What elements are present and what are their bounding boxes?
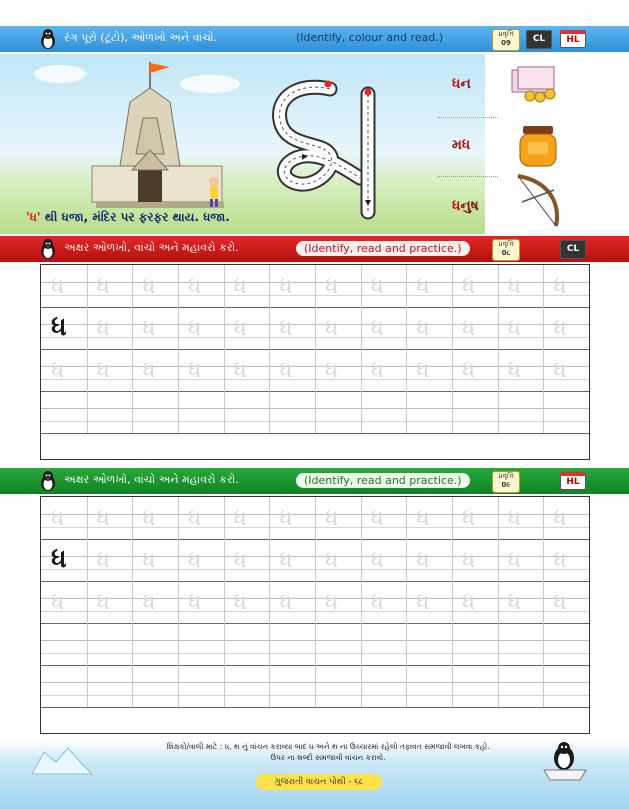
trace-letter: ધ bbox=[142, 274, 156, 299]
trace-letter: ધ bbox=[416, 548, 430, 573]
practice-row[interactable] bbox=[41, 665, 589, 708]
instruction-bar-practice-1 bbox=[0, 236, 629, 262]
trace-letter: ધ bbox=[553, 274, 567, 299]
teacher-note-line-1: શિક્ષકો/વાલી માટે : ધ, થ નું વાંચન કરાવ્યા બાદ ધ અને થ ના ઉચ્ચારમાં રહેલો તફાવત સમજાવી લખવા કહો. bbox=[166, 742, 490, 751]
trace-letter: ધ bbox=[507, 358, 521, 383]
practice-row[interactable] bbox=[41, 265, 589, 308]
trace-letter: ધ bbox=[96, 548, 110, 573]
trace-letter: ધ bbox=[370, 548, 384, 573]
hl-tag: HL bbox=[560, 30, 586, 48]
trace-letter: ધ bbox=[279, 548, 293, 573]
word-divider bbox=[438, 117, 498, 118]
trace-letter: ધ bbox=[233, 274, 247, 299]
trace-letter: ધ bbox=[370, 358, 384, 383]
big-letter-trace bbox=[280, 81, 372, 213]
trace-letter: ધ bbox=[462, 590, 476, 615]
trace-letter: ધ bbox=[462, 548, 476, 573]
trace-letter: ધ bbox=[142, 358, 156, 383]
trace-letter: ધ bbox=[325, 506, 339, 531]
teacher-note-line-2: ઉપર ના શબ્દો સમજાવી વાંચન કરાવો. bbox=[270, 753, 386, 762]
trace-letter: ધ bbox=[370, 590, 384, 615]
trace-letter: ધ bbox=[51, 358, 65, 383]
practice-row[interactable] bbox=[41, 307, 589, 350]
instruction-text: રંગ પૂરો (ટૂંટો), ઓળખો અને વાંચો. bbox=[64, 31, 218, 44]
practice-row[interactable] bbox=[41, 391, 589, 434]
trace-letter: ધ bbox=[279, 590, 293, 615]
trace-letter: ધ bbox=[553, 590, 567, 615]
trace-letter: ધ bbox=[416, 316, 430, 341]
trace-letter: ધ bbox=[370, 274, 384, 299]
trace-letter: ધ bbox=[553, 506, 567, 531]
trace-letter: ધ bbox=[507, 548, 521, 573]
trace-letter: ધ bbox=[553, 548, 567, 573]
word-divider bbox=[438, 176, 498, 177]
trace-letter: ધ bbox=[325, 590, 339, 615]
page-footer-label: ગુજરાતી વાચન પોથી - ૬૮ bbox=[256, 774, 382, 790]
trace-letter: ધ bbox=[51, 506, 65, 531]
penguin-icon bbox=[38, 470, 58, 492]
trace-letter: ધ bbox=[325, 548, 339, 573]
trace-letter: ધ bbox=[188, 506, 202, 531]
instruction-text: અક્ષર ઓળખો, વાંચો અને મહાવરો કરો. bbox=[64, 473, 239, 486]
practice-grid-2 bbox=[40, 496, 590, 734]
bow-icon bbox=[512, 172, 562, 228]
hl-tag: HL bbox=[560, 472, 586, 490]
trace-letter: ધ bbox=[188, 358, 202, 383]
trace-letter: ધ bbox=[279, 358, 293, 383]
activity-number-badge: પ્રવૃત્તિ 0૮ bbox=[492, 239, 520, 261]
trace-letter: ધ bbox=[507, 316, 521, 341]
caption-text: થી ધજા, મંદિર પર ફરફર થાય. ધજા. bbox=[44, 210, 230, 224]
trace-letter: ધ bbox=[142, 506, 156, 531]
trace-letter: ધ bbox=[279, 274, 293, 299]
trace-letter: ધ bbox=[416, 358, 430, 383]
hero-caption bbox=[26, 210, 230, 225]
penguin-icon bbox=[38, 238, 58, 260]
trace-letter: ધ bbox=[325, 274, 339, 299]
activity-number-badge: પ્રવૃત્તિ 09 bbox=[492, 29, 520, 51]
trace-letter: ધ bbox=[325, 316, 339, 341]
trace-letter: ધ bbox=[188, 548, 202, 573]
activity-number-badge: પ્રવૃત્તિ 0૯ bbox=[492, 471, 520, 493]
practice-row[interactable] bbox=[41, 497, 589, 540]
trace-letter: ધ bbox=[416, 274, 430, 299]
trace-letter: ધ bbox=[370, 506, 384, 531]
model-letter: ધ bbox=[51, 312, 67, 342]
trace-letter: ધ bbox=[51, 590, 65, 615]
penguin-boat-icon bbox=[540, 740, 590, 784]
penguin-icon bbox=[38, 28, 58, 50]
trace-letter: ધ bbox=[416, 506, 430, 531]
temple-scene-art bbox=[0, 54, 485, 234]
instruction-text: અક્ષર ઓળખો, વાંચો અને મહાવરો કરો. bbox=[64, 241, 239, 254]
trace-letter: ધ bbox=[279, 506, 293, 531]
trace-letter: ધ bbox=[462, 358, 476, 383]
trace-letter: ધ bbox=[142, 316, 156, 341]
trace-letter: ધ bbox=[462, 316, 476, 341]
word-dhan: ધન bbox=[452, 76, 471, 92]
trace-letter: ધ bbox=[188, 274, 202, 299]
honey-jar-icon bbox=[517, 124, 559, 168]
trace-letter: ધ bbox=[51, 274, 65, 299]
trace-letter: ધ bbox=[96, 274, 110, 299]
money-icon bbox=[510, 66, 560, 104]
trace-letter: ધ bbox=[416, 590, 430, 615]
trace-letter: ધ bbox=[233, 548, 247, 573]
instruction-english: (Identify, colour and read.) bbox=[296, 31, 444, 44]
practice-row[interactable] bbox=[41, 581, 589, 624]
instruction-english: (Identify, read and practice.) bbox=[296, 241, 470, 256]
practice-row[interactable] bbox=[41, 349, 589, 392]
trace-letter: ધ bbox=[462, 274, 476, 299]
trace-letter: ધ bbox=[233, 358, 247, 383]
trace-letter: ધ bbox=[96, 590, 110, 615]
instruction-bar-practice-2 bbox=[0, 468, 629, 494]
trace-letter: ધ bbox=[96, 358, 110, 383]
flag-shape bbox=[150, 63, 170, 73]
model-letter: ધ bbox=[51, 544, 67, 574]
trace-letter: ધ bbox=[370, 316, 384, 341]
cl-tag: CL bbox=[526, 30, 552, 49]
trace-letter: ધ bbox=[233, 316, 247, 341]
instruction-bar-colour bbox=[0, 26, 629, 52]
temple-illustration bbox=[0, 54, 485, 234]
practice-grid-1 bbox=[40, 264, 590, 460]
practice-row[interactable] bbox=[41, 539, 589, 582]
trace-letter: ધ bbox=[142, 590, 156, 615]
trace-letter: ધ bbox=[279, 316, 293, 341]
trace-letter: ધ bbox=[188, 316, 202, 341]
iceberg-icon bbox=[30, 744, 94, 778]
trace-letter: ધ bbox=[462, 506, 476, 531]
trace-letter: ધ bbox=[553, 358, 567, 383]
trace-letter: ધ bbox=[233, 590, 247, 615]
trace-letter: ધ bbox=[142, 548, 156, 573]
trace-letter: ધ bbox=[188, 590, 202, 615]
trace-letter: ધ bbox=[233, 506, 247, 531]
word-madh: મધ bbox=[452, 137, 471, 153]
trace-letter: ધ bbox=[507, 590, 521, 615]
instruction-english: (Identify, read and practice.) bbox=[296, 473, 470, 488]
trace-letter: ધ bbox=[325, 358, 339, 383]
practice-row[interactable] bbox=[41, 623, 589, 666]
trace-letter: ધ bbox=[507, 506, 521, 531]
trace-letter: ધ bbox=[553, 316, 567, 341]
caption-letter: 'ધ' bbox=[26, 210, 41, 224]
word-dhanush: ધનુષ bbox=[452, 198, 479, 214]
trace-letter: ધ bbox=[96, 506, 110, 531]
trace-letter: ધ bbox=[507, 274, 521, 299]
trace-letter: ધ bbox=[96, 316, 110, 341]
cl-tag: CL bbox=[560, 240, 586, 259]
teacher-note bbox=[118, 741, 538, 763]
